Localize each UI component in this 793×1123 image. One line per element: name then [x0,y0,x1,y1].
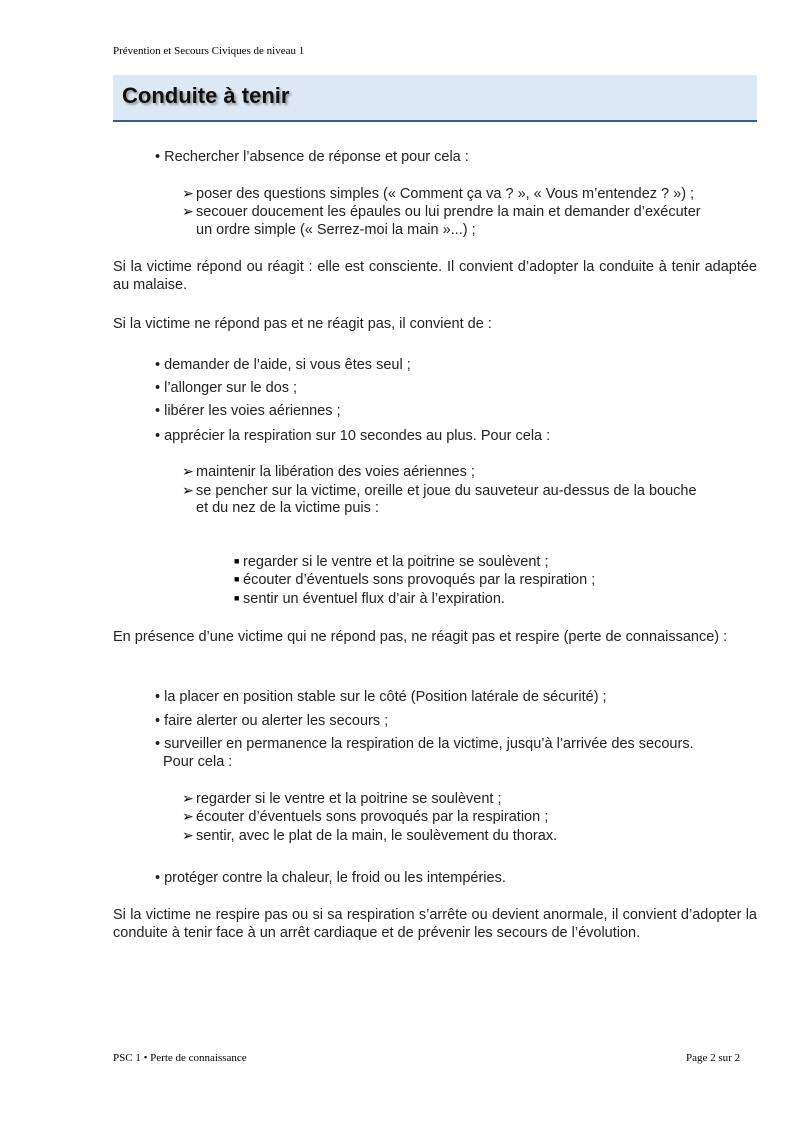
arrow-icon: ➢ [182,185,194,201]
arrow-text: sentir, avec le plat de la main, le soulèvement du thorax. [196,828,558,844]
arrow-item-feel [182,826,557,845]
bullet-airways: • libérer les voies aériennes ; [155,403,341,419]
arrow-item-questions [182,184,694,203]
square-bullet-icon: ■ [234,556,240,566]
arrow-icon: ➢ [182,482,194,498]
bullet-call-help: • demander de l’aide, si vous êtes seul ; [155,357,411,373]
arrow-text: secouer doucement les épaules ou lui prendre la main et demander d’exécuter [196,204,701,220]
page-number: Page 2 sur 2 [686,1052,741,1064]
square-item-feel [234,589,505,608]
bullet-protect: • protéger contre la chaleur, le froid ou les intempéries. [155,870,506,886]
arrow-item-lean [182,481,697,500]
arrow-icon: ➢ [182,203,194,219]
arrow-text: écouter d’éventuels sons provoqués par la respiration ; [196,809,549,825]
arrow-text: poser des questions simples (« Comment ça va ? », « Vous m’entendez ? ») ; [196,186,695,202]
bullet-breathing: • apprécier la respiration sur 10 secondes au plus. Pour cela : [155,428,551,444]
paragraph-unresponsive: Si la victime ne répond pas et ne réagit pas, il convient de : [113,316,492,332]
arrow-icon: ➢ [182,808,194,824]
square-text: écouter d’éventuels sons provoqués par la respiration ; [243,572,596,588]
arrow-icon: ➢ [182,827,194,843]
square-item-look [234,552,548,571]
arrow-text: regarder si le ventre et la poitrine se soulèvent ; [196,791,502,807]
bullet-check-response: • Rechercher l’absence de réponse et pour cela : [155,149,469,165]
arrow-icon: ➢ [182,790,194,806]
bullet-recovery-position: • la placer en position stable sur le côté (Position latérale de sécurité) ; [155,689,607,705]
paragraph-cardiac-arrest: Si la victime ne respire pas ou si sa respiration s’arrête ou devient anormale, il convient d’adopter la conduite à tenir face à un arrêt cardiaque et de prévenir les secours de l’évolution. [113,907,757,941]
paragraph-conscious: Si la victime répond ou réagit : elle est consciente. Il convient d’adopter la conduite à tenir adaptée au malaise. [113,259,757,293]
bullet-alert: • faire alerter ou alerter les secours ; [155,713,389,729]
bullet-monitor: • surveiller en permanence la respiration de la victime, jusqu’à l’arrivée des secours. [155,736,694,752]
footer-title: PSC 1 • Perte de connaissance [113,1052,247,1064]
arrow-item-airways [182,462,475,481]
arrow-item-listen [182,807,548,826]
arrow-text: se pencher sur la victime, oreille et joue du sauveteur au-dessus de la bouche [196,483,697,499]
square-text: sentir un éventuel flux d’air à l’expiration. [243,591,505,607]
arrow-item-shake-continued: un ordre simple (« Serrez-moi la main »...) ; [196,222,476,238]
arrow-item-lean-continued: et du nez de la victime puis : [196,500,379,516]
square-item-listen [234,570,595,589]
bullet-lay-back: • l’allonger sur le dos ; [155,380,298,396]
page-title: Conduite à tenir [122,83,290,108]
arrow-item-look [182,789,501,808]
title-banner [113,75,757,122]
running-header: Prévention et Secours Civiques de niveau 1 [113,45,305,57]
square-text: regarder si le ventre et la poitrine se soulèvent ; [243,554,549,570]
arrow-text: maintenir la libération des voies aériennes ; [196,464,475,480]
arrow-icon: ➢ [182,463,194,479]
square-bullet-icon: ■ [234,574,240,584]
square-bullet-icon: ■ [234,593,240,603]
paragraph-loss-of-consciousness: En présence d’une victime qui ne répond pas, ne réagit pas et respire (perte de connaissance) : [113,629,728,645]
arrow-item-shake [182,202,701,221]
bullet-monitor-continued: Pour cela : [163,754,233,770]
